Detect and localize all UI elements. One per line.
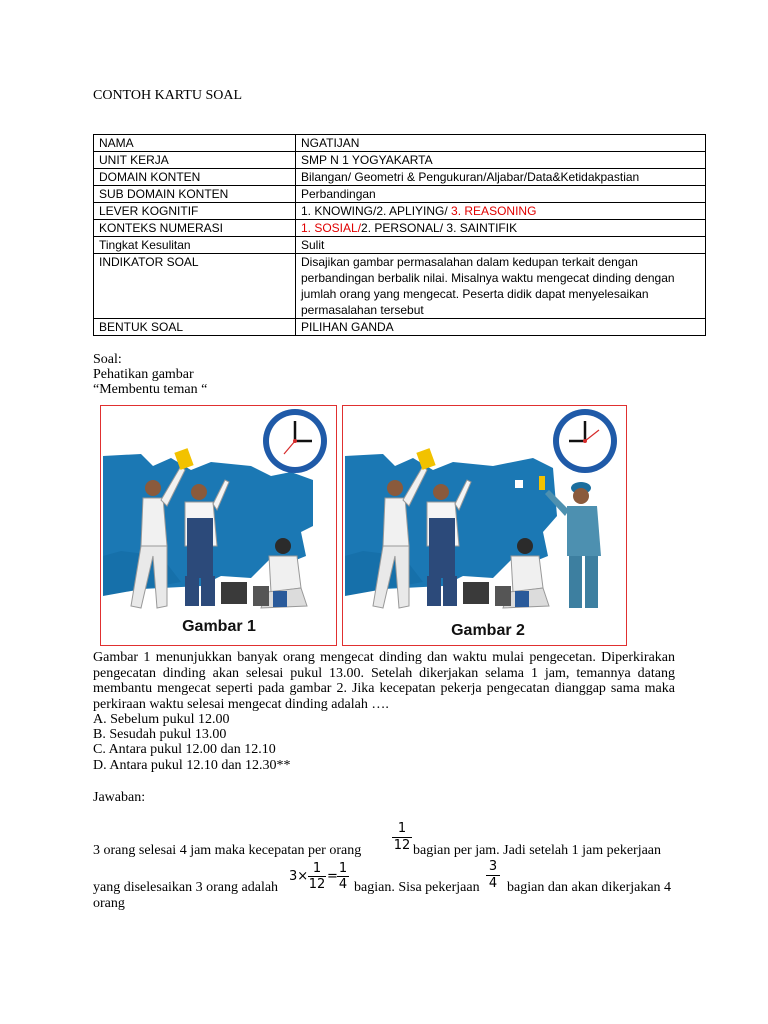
fraction-numerator: 3	[488, 859, 498, 874]
row-value-part: 1. KNOWING/2. APLIYING/	[301, 204, 452, 218]
row-label: Tingkat Kesulitan	[94, 237, 296, 254]
figure-caption: Gambar 1	[182, 618, 256, 635]
row-value-part: 2. PERSONAL/ 3. SAINTIFIK	[361, 221, 518, 235]
fraction-numerator: 1	[338, 861, 348, 876]
fraction	[392, 821, 412, 853]
row-value	[296, 220, 706, 237]
page-title: CONTOH KARTU SOAL	[93, 88, 243, 103]
answer-text: bagian. Sisa pekerjaan	[354, 880, 480, 895]
row-label: DOMAIN KONTEN	[94, 169, 296, 186]
row-value: NGATIJAN	[296, 135, 706, 152]
table-row	[94, 237, 706, 254]
option-c: C. Antara pukul 12.00 dan 12.10	[93, 742, 276, 757]
answer-text: orang	[93, 896, 125, 911]
fraction-denominator: 4	[486, 875, 500, 891]
table-row	[94, 220, 706, 237]
table-row	[94, 319, 706, 336]
row-value: Bilangan/ Geometri & Pengukuran/Aljabar/Data&Ketidakpastian	[296, 169, 706, 186]
question-subtitle: “Membentu teman “	[93, 382, 208, 397]
row-value-highlight: 3. REASONING	[451, 204, 537, 218]
jawaban-label: Jawaban:	[93, 790, 146, 805]
option-b: B. Sesudah pukul 13.00	[93, 727, 227, 742]
fraction-numerator: 1	[397, 821, 407, 836]
answer-text: bagian dan akan dikerjakan 4	[507, 880, 672, 895]
clock-icon	[553, 409, 617, 473]
table-row	[94, 254, 706, 319]
question-text: Gambar 1 menunjukkan banyak orang mengecat dinding dan waktu mulai pengecetan. Diperkirakan pengecatan dinding akan selesai pukul 13.00. Setelah dikerjakan selama 1 jam, temannya datang membantu mengecat seperti pada gambar 2. Jika kecepatan pekerja pengecatan dianggap sama maka perkiraan waktu selesai mengecat dinding adalah ….	[93, 650, 675, 712]
row-label: SUB DOMAIN KONTEN	[94, 186, 296, 203]
helper-worker-figure	[539, 476, 601, 608]
option-d: D. Antara pukul 12.10 dan 12.30**	[93, 758, 291, 773]
table-row	[94, 169, 706, 186]
answer-text: yang diselesaikan 3 orang adalah	[93, 880, 279, 895]
figure-gambar-1	[100, 405, 337, 646]
option-a: A. Sebelum pukul 12.00	[93, 712, 230, 727]
row-label: BENTUK SOAL	[94, 319, 296, 336]
row-value: Disajikan gambar permasalahan dalam kedupan terkait dengan perbandingan berbalik nilai. Misalnya waktu mengecat dinding dengan jumlah orang yang mengecat. Peserta didik dapat menyelesaikan permasalahan tersebut	[296, 254, 706, 319]
fraction-denominator: 12	[393, 838, 411, 853]
answer-text: 3 orang selesai 4 jam maka kecepatan per orang	[93, 843, 362, 858]
row-value	[296, 203, 706, 220]
figure-gambar-2	[342, 405, 627, 646]
painting-illustration	[101, 406, 336, 645]
fraction-denominator: 4	[338, 877, 348, 892]
painting-illustration	[343, 406, 626, 645]
row-value: SMP N 1 YOGYAKARTA	[296, 152, 706, 169]
fraction	[486, 859, 500, 891]
kartu-soal-table	[93, 134, 706, 336]
row-value-highlight: 1. SOSIAL/	[301, 221, 362, 235]
expr-prefix: 3×	[289, 869, 309, 884]
row-value: Sulit	[296, 237, 706, 254]
row-value: Perbandingan	[296, 186, 706, 203]
instruction-text: Pehatikan gambar	[93, 367, 194, 382]
row-label: NAMA	[94, 135, 296, 152]
table-row	[94, 152, 706, 169]
row-label: UNIT KERJA	[94, 152, 296, 169]
row-value: PILIHAN GANDA	[296, 319, 706, 336]
figure-caption: Gambar 2	[451, 622, 525, 639]
row-label: LEVER KOGNITIF	[94, 203, 296, 220]
row-label: KONTEKS NUMERASI	[94, 220, 296, 237]
table-row	[94, 186, 706, 203]
row-label: INDIKATOR SOAL	[94, 254, 296, 319]
fraction-numerator: 1	[312, 861, 322, 876]
table-row	[94, 203, 706, 220]
table-row	[94, 135, 706, 152]
clock-icon	[263, 409, 327, 473]
equals-sign: =	[327, 869, 338, 884]
fraction-denominator: 12	[308, 877, 326, 892]
soal-label: Soal:	[93, 352, 122, 367]
answer-text: bagian per jam. Jadi setelah 1 jam pekerjaan	[413, 843, 662, 858]
